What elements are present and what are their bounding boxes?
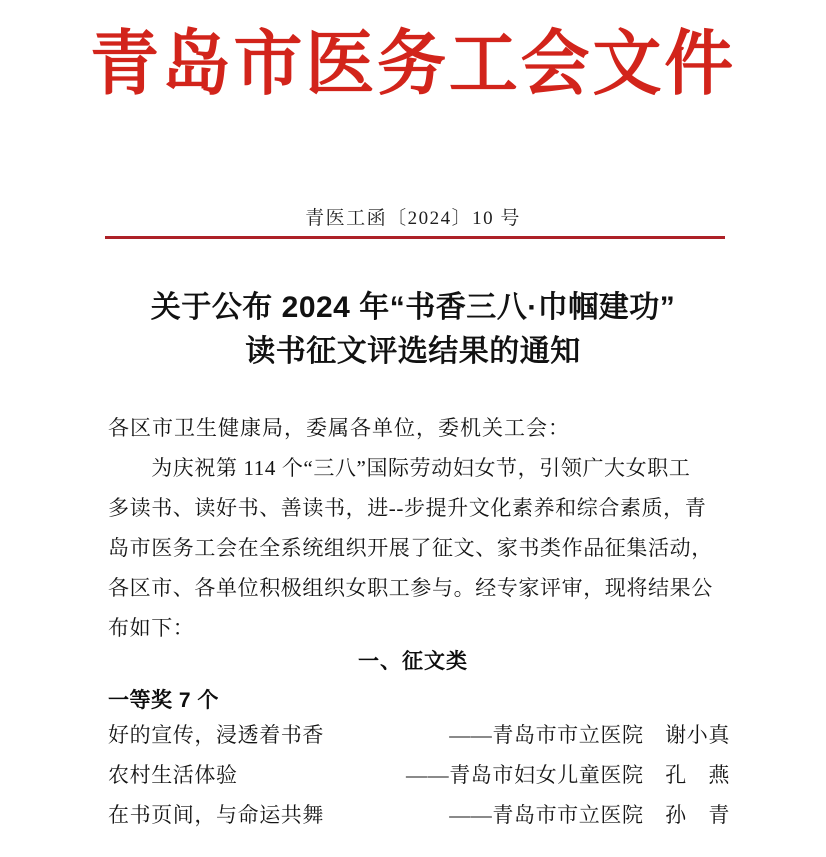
list-item (108, 799, 730, 839)
entry-credit: ——青岛市妇女儿童医院 孔 燕 (406, 763, 730, 787)
section-heading: 一、征文类 (358, 650, 468, 673)
document-number: 青医工函〔2024〕10 号 (305, 208, 521, 229)
list-item (108, 719, 730, 759)
body-text (108, 408, 733, 648)
entry-title: 农村生活体验 (108, 763, 238, 787)
body-line: 各区市、各单位积极组织女职工参与。经专家评审，现将结果公 (108, 576, 713, 600)
page-title-line-1: 关于公布 2024 年“书香三八·巾帼建功” (150, 291, 676, 324)
body-line: 为庆祝第 114 个“三八”国际劳动妇女节，引领广大女职工 (108, 456, 691, 480)
body-line: 多读书、读好书、善读书，进--步提升文化素养和综合素质，青 (108, 496, 707, 520)
masthead-title: 青岛市医务工会文件 (89, 26, 737, 104)
entry-title: 好的宣传，浸透着书香 (108, 723, 324, 747)
body-line: 岛市医务工会在全系统组织开展了征文、家书类作品征集活动， (108, 536, 713, 560)
body-line: 布如下： (108, 616, 195, 640)
red-separator-rule (105, 236, 725, 239)
masthead (0, 28, 826, 103)
salutation: 各区市卫生健康局，委属各单位，委机关工会： (108, 416, 570, 440)
award-tier-heading: 一等奖 7 个 (108, 689, 219, 712)
award-entry-list (108, 719, 730, 839)
entry-credit: ——青岛市市立医院 谢小真 (449, 723, 730, 747)
list-item (108, 759, 730, 799)
page-title (63, 286, 763, 374)
entry-credit: ——青岛市市立医院 孙 青 (449, 803, 730, 827)
entry-title: 在书页间，与命运共舞 (108, 803, 324, 827)
page-title-line-2: 读书征文评选结果的通知 (245, 335, 581, 368)
